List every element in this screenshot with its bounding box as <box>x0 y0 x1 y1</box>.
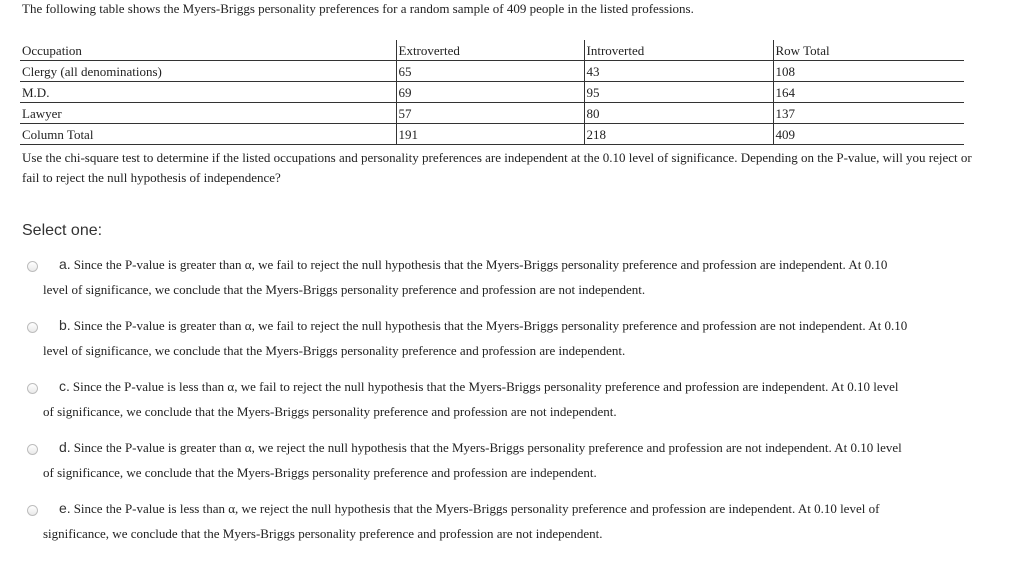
answer-line-1 <box>43 252 973 277</box>
column-header: Occupation <box>20 40 396 61</box>
table-cell: 164 <box>773 82 964 103</box>
option-line-2: level of significance, we conclude that the Myers-Briggs personality preference and profession are not independent. <box>43 282 646 297</box>
table-cell: 43 <box>584 61 773 82</box>
table-cell: 57 <box>396 103 584 124</box>
radio-button-b[interactable] <box>27 322 38 333</box>
option-line-1: Since the P-value is greater than α, we fail to reject the null hypothesis that the Myers-Briggs personality preference and profession are independent. At 0.10 <box>73 257 888 272</box>
option-letter: a. <box>59 256 71 272</box>
table-cell: 409 <box>773 124 964 145</box>
table-row <box>20 82 964 103</box>
question-text: Use the chi-square test to determine if the listed occupations and personality preferences are independent at the 0.10 level of significance. Depending on the P-value, will you reject or fail to reject the null hypothesis of independence? <box>22 150 972 185</box>
table-cell: 218 <box>584 124 773 145</box>
table-cell: 80 <box>584 103 773 124</box>
answer-line-1 <box>43 374 973 399</box>
column-header: Row Total <box>773 40 964 61</box>
table-cell: Clergy (all denominations) <box>20 61 396 82</box>
table-cell: 108 <box>773 61 964 82</box>
answer-option-text[interactable] <box>43 435 973 485</box>
intro-text: The following table shows the Myers-Briggs personality preferences for a random sample of 409 people in the listed professions. <box>22 1 694 16</box>
table-cell: 95 <box>584 82 773 103</box>
radio-button-c[interactable] <box>27 383 38 394</box>
table-cell: 69 <box>396 82 584 103</box>
radio-button-a[interactable] <box>27 261 38 272</box>
answer-line-1 <box>43 435 973 460</box>
option-letter: d. <box>59 439 71 455</box>
table-row <box>20 103 964 124</box>
contingency-table <box>20 40 964 145</box>
table-row <box>20 61 964 82</box>
option-letter: b. <box>59 317 71 333</box>
select-one-label: Select one: <box>22 222 103 239</box>
answer-option-text[interactable] <box>43 252 973 302</box>
answer-option-text[interactable] <box>43 313 973 363</box>
radio-button-e[interactable] <box>27 505 38 516</box>
answer-line-1 <box>43 496 973 521</box>
option-line-1: Since the P-value is greater than α, we fail to reject the null hypothesis that the Myers-Briggs personality preference and profession are not independent. At 0.10 <box>73 318 908 333</box>
option-letter: e. <box>59 500 71 516</box>
answer-line-1 <box>43 313 973 338</box>
answer-option-text[interactable] <box>43 374 973 424</box>
column-header: Introverted <box>584 40 773 61</box>
option-line-2: of significance, we conclude that the Myers-Briggs personality preference and profession are not independent. <box>43 404 617 419</box>
table-cell: M.D. <box>20 82 396 103</box>
table-header-row <box>20 40 964 61</box>
option-line-1: Since the P-value is less than α, we fail to reject the null hypothesis that the Myers-Briggs personality preference and profession are independent. At 0.10 level <box>72 379 899 394</box>
answer-option-text[interactable] <box>43 496 973 546</box>
table-cell: Lawyer <box>20 103 396 124</box>
radio-button-d[interactable] <box>27 444 38 455</box>
option-line-2: significance, we conclude that the Myers-Briggs personality preference and profession are not independent. <box>43 526 603 541</box>
table-cell: 191 <box>396 124 584 145</box>
option-line-2: level of significance, we conclude that the Myers-Briggs personality preference and profession are independent. <box>43 343 626 358</box>
option-letter: c. <box>59 378 70 394</box>
option-line-2: of significance, we conclude that the Myers-Briggs personality preference and profession are independent. <box>43 465 597 480</box>
table-cell: 65 <box>396 61 584 82</box>
column-header: Extroverted <box>396 40 584 61</box>
table-cell: Column Total <box>20 124 396 145</box>
option-line-1: Since the P-value is greater than α, we reject the null hypothesis that the Myers-Briggs personality preference and profession are not independent. At 0.10 level <box>73 440 902 455</box>
table-total-row <box>20 124 964 145</box>
option-line-1: Since the P-value is less than α, we reject the null hypothesis that the Myers-Briggs personality preference and profession are independent. At 0.10 level of <box>73 501 880 516</box>
table-cell: 137 <box>773 103 964 124</box>
